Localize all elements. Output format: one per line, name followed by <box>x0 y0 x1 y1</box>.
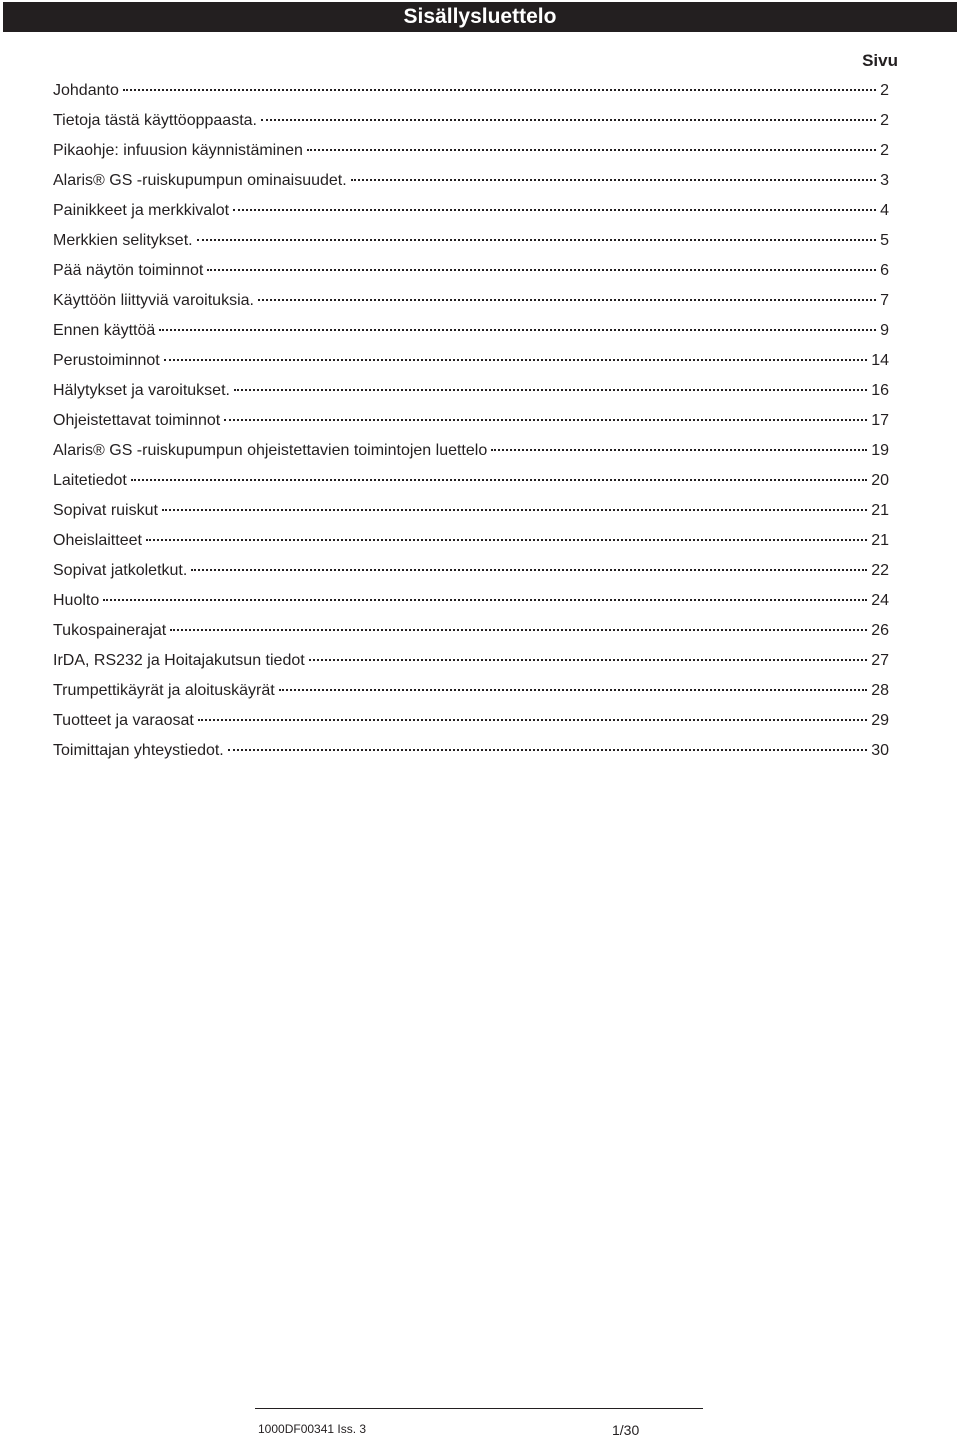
toc-entry-title: Tietoja tästä käyttöoppaasta. <box>53 112 257 129</box>
toc-entry-title: Trumpettikäyrät ja aloituskäyrät <box>53 682 275 699</box>
page-column-label: Sivu <box>862 51 898 70</box>
toc-entry-page: 16 <box>871 382 889 399</box>
toc-dot-leader <box>123 89 876 91</box>
toc-dot-leader <box>164 359 867 361</box>
toc-entry-page: 2 <box>880 142 889 159</box>
toc-entry-title: Painikkeet ja merkkivalot <box>53 202 230 219</box>
table-of-contents <box>53 76 889 766</box>
toc-entry-page: 9 <box>880 322 889 339</box>
toc-entry[interactable] <box>53 316 889 346</box>
toc-entry-page: 20 <box>871 472 889 489</box>
toc-entry-title: Huolto <box>53 592 100 609</box>
footer-page-number: 1/30 <box>612 1422 640 1438</box>
page-title-bar <box>3 2 957 32</box>
toc-entry[interactable] <box>53 226 889 256</box>
toc-entry[interactable] <box>53 736 889 766</box>
toc-entry-page: 2 <box>880 82 889 99</box>
toc-entry-page: 21 <box>871 532 889 549</box>
toc-entry-title: Alaris® GS -ruiskupumpun ohjeistettavien toimintojen luettelo <box>53 442 488 459</box>
toc-entry-page: 28 <box>871 682 889 699</box>
toc-entry-title: Laitetiedot <box>53 472 127 489</box>
toc-entry[interactable] <box>53 256 889 286</box>
toc-dot-leader <box>207 269 876 271</box>
toc-entry-title: Tuotteet ja varaosat <box>53 712 194 729</box>
toc-dot-leader <box>234 389 867 391</box>
toc-entry[interactable] <box>53 586 889 616</box>
toc-entry-title: IrDA, RS232 ja Hoitajakutsun tiedot <box>53 652 305 669</box>
toc-entry-title: Tukospainerajat <box>53 622 167 639</box>
toc-entry-title: Ennen käyttöä <box>53 322 156 339</box>
toc-dot-leader <box>224 419 867 421</box>
toc-entry[interactable] <box>53 346 889 376</box>
toc-entry[interactable] <box>53 196 889 226</box>
toc-entry[interactable] <box>53 496 889 526</box>
toc-entry[interactable] <box>53 436 889 466</box>
toc-dot-leader <box>146 539 867 541</box>
toc-dot-leader <box>170 629 867 631</box>
toc-entry-page: 2 <box>880 112 889 129</box>
toc-entry-page: 27 <box>871 652 889 669</box>
toc-entry[interactable] <box>53 136 889 166</box>
toc-dot-leader <box>307 149 876 151</box>
toc-entry[interactable] <box>53 106 889 136</box>
toc-entry-title: Alaris® GS -ruiskupumpun ominaisuudet. <box>53 172 347 189</box>
toc-entry-page: 21 <box>871 502 889 519</box>
toc-entry-page: 14 <box>871 352 889 369</box>
toc-entry[interactable] <box>53 616 889 646</box>
toc-entry-page: 22 <box>871 562 889 579</box>
toc-entry[interactable] <box>53 466 889 496</box>
toc-entry-page: 6 <box>880 262 889 279</box>
toc-entry-page: 3 <box>880 172 889 189</box>
toc-dot-leader <box>309 659 868 661</box>
toc-entry-title: Sopivat ruiskut <box>53 502 158 519</box>
toc-entry[interactable] <box>53 706 889 736</box>
toc-dot-leader <box>279 689 867 691</box>
toc-entry-page: 19 <box>871 442 889 459</box>
toc-entry-title: Ohjeistettavat toiminnot <box>53 412 221 429</box>
toc-dot-leader <box>198 719 867 721</box>
toc-entry-page: 30 <box>871 742 889 759</box>
toc-dot-leader <box>233 209 876 211</box>
toc-entry-page: 17 <box>871 412 889 429</box>
toc-entry-title: Johdanto <box>53 82 119 99</box>
toc-entry-title: Pää näytön toiminnot <box>53 262 204 279</box>
toc-entry[interactable] <box>53 376 889 406</box>
toc-entry-title: Sopivat jatkoletkut. <box>53 562 188 579</box>
toc-dot-leader <box>228 749 867 751</box>
toc-dot-leader <box>159 329 876 331</box>
toc-entry[interactable] <box>53 166 889 196</box>
toc-dot-leader <box>491 449 867 451</box>
toc-entry-page: 4 <box>880 202 889 219</box>
toc-entry[interactable] <box>53 526 889 556</box>
toc-entry-page: 26 <box>871 622 889 639</box>
toc-entry-title: Toimittajan yhteystiedot. <box>53 742 224 759</box>
page-title: Sisällysluettelo <box>403 5 557 28</box>
toc-entry-page: 7 <box>880 292 889 309</box>
footer-divider <box>255 1408 703 1409</box>
toc-dot-leader <box>162 509 867 511</box>
toc-dot-leader <box>261 119 876 121</box>
toc-entry-title: Perustoiminnot <box>53 352 160 369</box>
toc-dot-leader <box>351 179 876 181</box>
toc-entry[interactable] <box>53 676 889 706</box>
toc-dot-leader <box>197 239 877 241</box>
toc-entry[interactable] <box>53 286 889 316</box>
toc-dot-leader <box>131 479 867 481</box>
toc-entry-page: 29 <box>871 712 889 729</box>
toc-entry[interactable] <box>53 646 889 676</box>
toc-entry[interactable] <box>53 406 889 436</box>
toc-entry-title: Pikaohje: infuusion käynnistäminen <box>53 142 303 159</box>
toc-entry-title: Oheislaitteet <box>53 532 142 549</box>
toc-dot-leader <box>258 299 876 301</box>
toc-entry-title: Merkkien selitykset. <box>53 232 193 249</box>
toc-dot-leader <box>103 599 867 601</box>
toc-entry[interactable] <box>53 556 889 586</box>
toc-entry-page: 24 <box>871 592 889 609</box>
toc-entry-page: 5 <box>880 232 889 249</box>
toc-entry-title: Käyttöön liittyviä varoituksia. <box>53 292 254 309</box>
toc-entry-title: Hälytykset ja varoitukset. <box>53 382 230 399</box>
footer-doc-code: 1000DF00341 Iss. 3 <box>258 1422 367 1436</box>
toc-dot-leader <box>191 569 867 571</box>
toc-entry[interactable] <box>53 76 889 106</box>
